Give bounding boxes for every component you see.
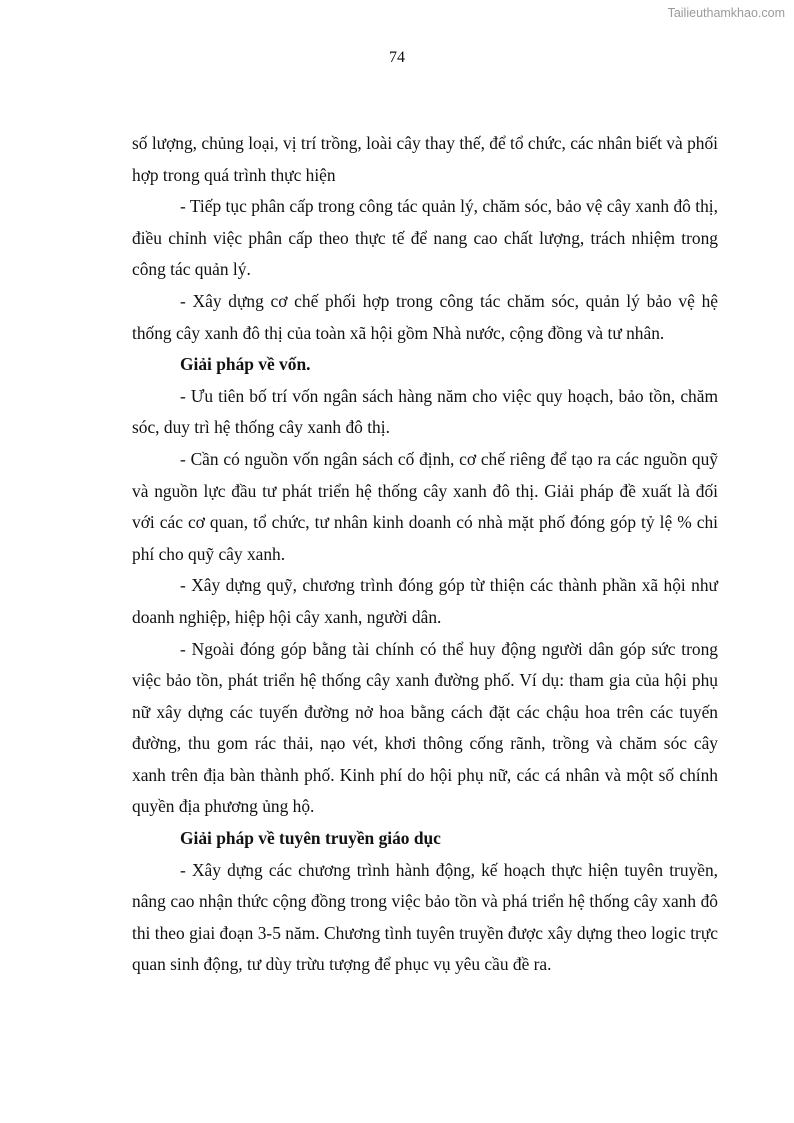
paragraph: - Cần có nguồn vốn ngân sách cố định, cơ chế riêng để tạo ra các nguồn quỹ và nguồn lực đầu tư phát triển hệ thống cây xanh đô thị. Giải pháp đề xuất là đối với các cơ quan, tổ chức, tư nhân kinh doanh có nhà mặt phố đóng góp tỷ lệ % chi phí cho quỹ cây xanh. <box>132 448 718 564</box>
document-body <box>132 128 718 981</box>
paragraph: số lượng, chủng loại, vị trí trồng, loài cây thay thế, để tổ chức, các nhân biết và phối hợp trong quá trình thực hiện <box>132 133 718 185</box>
paragraph: - Tiếp tục phân cấp trong công tác quản lý, chăm sóc, bảo vệ cây xanh đô thị, điều chỉnh việc phân cấp theo thực tế để nang cao chất lượng, trách nhiệm trong công tác quản lý. <box>132 196 718 280</box>
paragraph: - Ưu tiên bố trí vốn ngân sách hàng năm cho việc quy hoạch, bảo tồn, chăm sóc, duy trì hệ thống cây xanh đô thị. <box>132 385 718 438</box>
section-heading-funding: Giải pháp về vốn. <box>180 354 311 375</box>
page-number: 74 <box>389 49 405 66</box>
paragraph: - Xây dựng quỹ, chương trình đóng góp từ thiện các thành phần xã hội như doanh nghiệp, hiệp hội cây xanh, người dân. <box>132 575 718 627</box>
section-heading-education: Giải pháp về tuyên truyền giáo dục <box>180 828 441 849</box>
paragraph: - Xây dựng cơ chế phối hợp trong công tác chăm sóc, quản lý bảo vệ hệ thống cây xanh đô thị của toàn xã hội gồm Nhà nước, cộng đồng và tư nhân. <box>132 290 718 343</box>
paragraph: - Ngoài đóng góp bằng tài chính có thể huy động người dân góp sức trong việc bảo tồn, phát triển hệ thống cây xanh đường phố. Ví dụ: tham gia của hội phụ nữ xây dựng các tuyến đường nở hoa bằng cách đặt các chậu hoa trên các tuyến đường, thu gom rác thải, nạo vét, khơi thông cống rãnh, trồng và chăm sóc cây xanh trên địa bàn thành phố. Kinh phí do hội phụ nữ, các cá nhân và một số chính quyền địa phương ủng hộ. <box>132 638 718 817</box>
paragraph: - Xây dựng các chương trình hành động, kế hoạch thực hiện tuyên truyền, nâng cao nhận thức cộng đồng trong việc bảo tồn và phá triển hệ thống cây xanh đô thi theo giai đoạn 3-5 năm. Chương tình tuyên truyền được xây dựng theo logic trực quan sinh động, tư dùy trừu tượng để phục vụ yêu cầu đề ra. <box>132 859 718 975</box>
watermark: Tailieuthamkhao.com <box>667 6 785 20</box>
